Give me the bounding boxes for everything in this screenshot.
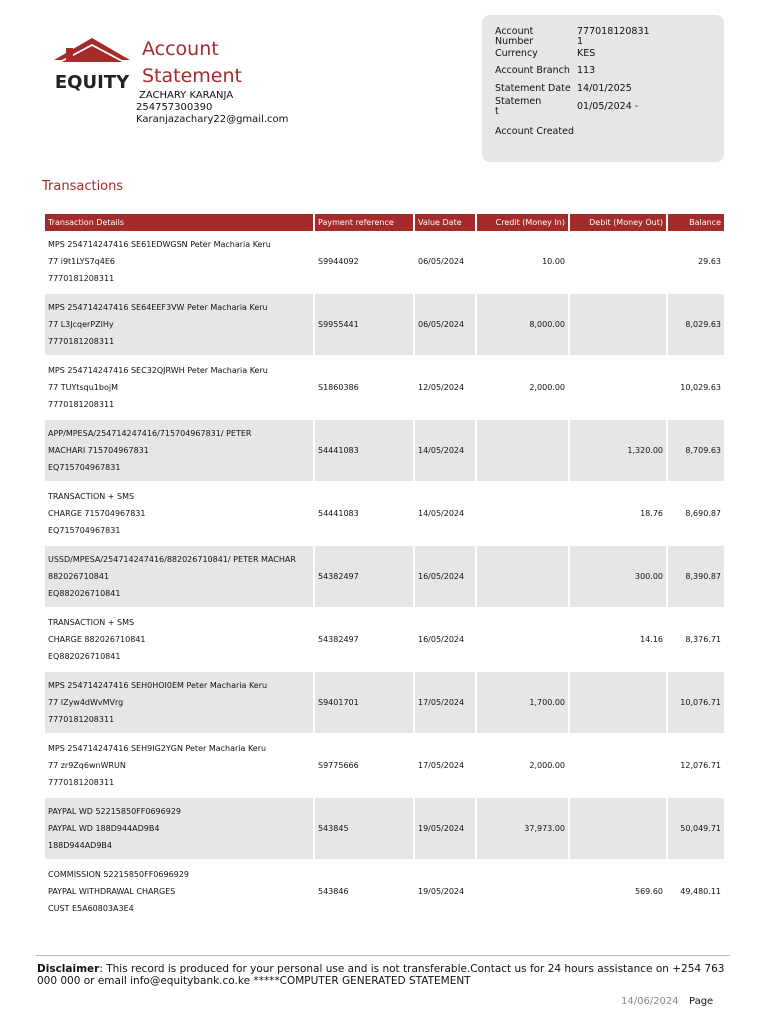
detail-line: PAYPAL WD 52215850FF0696929 xyxy=(48,807,181,816)
cell-credit: 2,000.00 xyxy=(477,357,570,420)
logo-text: EQUITY xyxy=(54,72,130,92)
document-title xyxy=(142,36,242,90)
cell-debit xyxy=(570,735,668,798)
table-header-row xyxy=(45,214,724,231)
cell-date: 17/05/2024 xyxy=(415,672,477,735)
detail-line: EQ715704967831 xyxy=(48,463,121,472)
info-value: 777018120831 1 xyxy=(577,26,650,47)
table-row xyxy=(45,735,724,798)
detail-line: MPS 254714247416 SEC32QJRWH Peter Macharia Keru xyxy=(48,366,268,375)
table-row xyxy=(45,357,724,420)
detail-line: EQ882026710841 xyxy=(48,652,121,661)
cell-reference: S9775666 xyxy=(315,735,415,798)
cell-credit xyxy=(477,861,570,924)
detail-line: MACHARI 715704967831 xyxy=(48,446,149,455)
cell-debit xyxy=(570,294,668,357)
detail-line: 188D944AD9B4 xyxy=(48,841,112,850)
cell-reference: S9955441 xyxy=(315,294,415,357)
cell-debit xyxy=(570,231,668,294)
detail-line: 77 i9t1LYS7q4E6 xyxy=(48,257,116,266)
transactions-heading: Transactions xyxy=(42,179,124,194)
detail-line: TRANSACTION + SMS xyxy=(48,492,135,501)
detail-line: USSD/MPESA/254714247416/882026710841/ PETER MACHAR xyxy=(48,555,296,564)
cell-reference: 54441083 xyxy=(315,483,415,546)
col-header-balance: Balance xyxy=(668,214,724,231)
cell-debit xyxy=(570,672,668,735)
table-row xyxy=(45,294,724,357)
cell-balance: 10,076.71 xyxy=(668,672,724,735)
cell-date: 17/05/2024 xyxy=(415,735,477,798)
detail-line: CHARGE 715704967831 xyxy=(48,509,146,518)
cell-details xyxy=(45,609,315,672)
customer-phone: 254757300390 xyxy=(136,102,213,113)
disclaimer-label: Disclaimer xyxy=(37,963,100,975)
cell-reference: S9944092 xyxy=(315,231,415,294)
footer-divider xyxy=(36,955,730,956)
cell-credit: 10.00 xyxy=(477,231,570,294)
cell-credit: 1,700.00 xyxy=(477,672,570,735)
info-value: KES xyxy=(577,48,596,59)
detail-line: MPS 254714247416 SE61EDWGSN Peter Macharia Keru xyxy=(48,240,271,249)
info-label: Account Created xyxy=(495,126,574,137)
info-label: Currency xyxy=(495,48,538,59)
table-row xyxy=(45,546,724,609)
table-row xyxy=(45,420,724,483)
col-header-details: Transaction Details xyxy=(45,214,315,231)
detail-line: MPS 254714247416 SEH9IG2YGN Peter Macharia Keru xyxy=(48,744,267,753)
detail-line: CHARGE 882026710841 xyxy=(48,635,146,644)
info-label: Statement xyxy=(495,96,542,117)
cell-credit xyxy=(477,483,570,546)
cell-reference: 54382497 xyxy=(315,609,415,672)
cell-details xyxy=(45,357,315,420)
cell-balance: 49,480.11 xyxy=(668,861,724,924)
transactions-table xyxy=(45,214,724,924)
detail-line: COMMISSION 52215850FF0696929 xyxy=(48,870,189,879)
table-row xyxy=(45,609,724,672)
cell-date: 06/05/2024 xyxy=(415,231,477,294)
title-line-1: Account xyxy=(142,38,219,60)
cell-credit: 37,973.00 xyxy=(477,798,570,861)
detail-line: 7770181208311 xyxy=(48,400,115,409)
info-value: 113 xyxy=(577,65,596,76)
detail-line: 77 L3JcqerPZlHy xyxy=(48,320,114,329)
info-label: Account Branch xyxy=(495,65,570,76)
col-header-debit: Debit (Money Out) xyxy=(570,214,668,231)
info-value: 01/05/2024 - xyxy=(577,101,639,112)
cell-details xyxy=(45,546,315,609)
detail-line: 7770181208311 xyxy=(48,715,115,724)
cell-debit: 18.76 xyxy=(570,483,668,546)
table-row xyxy=(45,861,724,924)
cell-balance: 10,029.63 xyxy=(668,357,724,420)
table-row xyxy=(45,672,724,735)
cell-credit: 2,000.00 xyxy=(477,735,570,798)
cell-credit xyxy=(477,420,570,483)
cell-date: 16/05/2024 xyxy=(415,546,477,609)
info-label: Statement Date xyxy=(495,83,571,94)
cell-balance: 8,690.87 xyxy=(668,483,724,546)
cell-details xyxy=(45,231,315,294)
cell-details xyxy=(45,483,315,546)
cell-credit xyxy=(477,609,570,672)
cell-details xyxy=(45,735,315,798)
cell-balance: 8,709.63 xyxy=(668,420,724,483)
title-line-2: Statement xyxy=(142,65,242,87)
detail-line: 77 zr9Zq6wnWRUN xyxy=(48,761,126,770)
detail-line: PAYPAL WD 188D944AD9B4 xyxy=(48,824,160,833)
detail-line: TRANSACTION + SMS xyxy=(48,618,135,627)
cell-debit: 569.60 xyxy=(570,861,668,924)
cell-balance: 8,390.87 xyxy=(668,546,724,609)
disclaimer xyxy=(37,964,727,987)
cell-balance: 8,376.71 xyxy=(668,609,724,672)
cell-details xyxy=(45,420,315,483)
table-row xyxy=(45,483,724,546)
equity-logo xyxy=(52,36,132,92)
detail-line: MPS 254714247416 SE64EEF3VW Peter Macharia Keru xyxy=(48,303,268,312)
detail-line: MPS 254714247416 SEH0HOI0EM Peter Macharia Keru xyxy=(48,681,268,690)
account-info-panel xyxy=(482,15,724,162)
cell-balance: 50,049.71 xyxy=(668,798,724,861)
cell-details xyxy=(45,798,315,861)
cell-debit: 300.00 xyxy=(570,546,668,609)
cell-debit: 1,320.00 xyxy=(570,420,668,483)
cell-date: 16/05/2024 xyxy=(415,609,477,672)
info-value: 14/01/2025 xyxy=(577,83,632,94)
detail-line: 7770181208311 xyxy=(48,337,115,346)
detail-line: 7770181208311 xyxy=(48,274,115,283)
cell-details xyxy=(45,672,315,735)
cell-credit: 8,000.00 xyxy=(477,294,570,357)
cell-balance: 29.63 xyxy=(668,231,724,294)
cell-debit xyxy=(570,798,668,861)
detail-line: APP/MPESA/254714247416/715704967831/ PETER xyxy=(48,429,252,438)
disclaimer-text: : This record is produced for your personal use and is not transferable.Contact us for 24 hours assistance on +254 763 000 000 or email info@equitybank.co.ke *****COMPUTER GENERATED STATEMENT xyxy=(37,963,725,987)
detail-line: 882026710841 xyxy=(48,572,110,581)
table-row xyxy=(45,798,724,861)
cell-date: 06/05/2024 xyxy=(415,294,477,357)
cell-debit: 14.16 xyxy=(570,609,668,672)
cell-reference: S1860386 xyxy=(315,357,415,420)
detail-line: EQ715704967831 xyxy=(48,526,121,535)
detail-line: 77 IZyw4dWvMVrg xyxy=(48,698,124,707)
cell-reference: S9401701 xyxy=(315,672,415,735)
customer-name: ZACHARY KARANJA xyxy=(139,90,234,101)
table-row xyxy=(45,231,724,294)
cell-reference: 543845 xyxy=(315,798,415,861)
detail-line: 7770181208311 xyxy=(48,778,115,787)
cell-reference: 54441083 xyxy=(315,420,415,483)
col-header-reference: Payment reference xyxy=(315,214,415,231)
cell-reference: 543846 xyxy=(315,861,415,924)
cell-balance: 12,076.71 xyxy=(668,735,724,798)
detail-line: EQ882026710841 xyxy=(48,589,121,598)
cell-balance: 8,029.63 xyxy=(668,294,724,357)
cell-date: 19/05/2024 xyxy=(415,798,477,861)
cell-date: 12/05/2024 xyxy=(415,357,477,420)
col-header-credit: Credit (Money In) xyxy=(477,214,570,231)
detail-line: CUST E5A60803A3E4 xyxy=(48,904,134,913)
page-number-label: Page xyxy=(689,996,714,1007)
footer-date: 14/06/2024 xyxy=(621,996,679,1007)
cell-details xyxy=(45,294,315,357)
info-label: Account Number xyxy=(495,26,534,47)
col-header-date: Value Date xyxy=(415,214,477,231)
customer-email: Karanjazachary22@gmail.com xyxy=(136,114,289,125)
cell-date: 19/05/2024 xyxy=(415,861,477,924)
cell-date: 14/05/2024 xyxy=(415,420,477,483)
cell-details xyxy=(45,861,315,924)
customer-block xyxy=(136,90,288,126)
detail-line: PAYPAL WITHDRAWAL CHARGES xyxy=(48,887,176,896)
cell-reference: 54382497 xyxy=(315,546,415,609)
cell-debit xyxy=(570,357,668,420)
cell-date: 14/05/2024 xyxy=(415,483,477,546)
cell-credit xyxy=(477,546,570,609)
detail-line: 77 TUYtsqu1bojM xyxy=(48,383,118,392)
